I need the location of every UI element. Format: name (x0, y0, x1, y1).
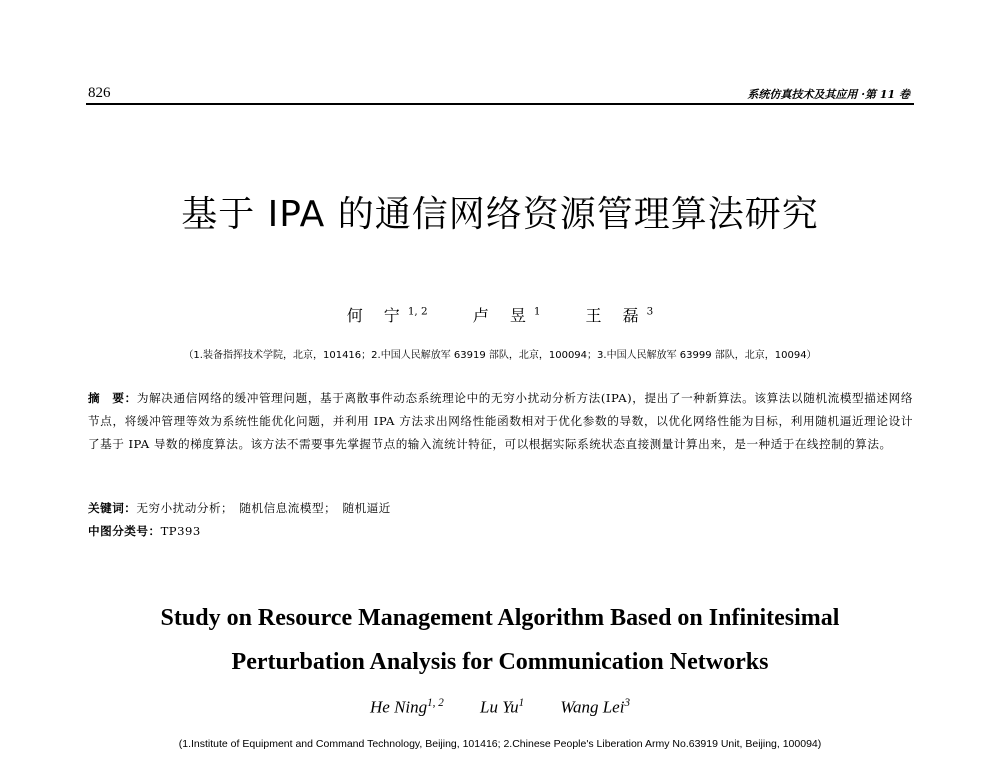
header-rule (86, 103, 914, 105)
classification-text: TP393 (160, 524, 201, 538)
abstract-label: 摘 要： (88, 391, 137, 405)
journal-running-header: 系统仿真技术及其应用 ·第 11 卷 (747, 88, 910, 101)
author-en-1: He Ning$^{1, 2}$ (370, 697, 444, 717)
title-english (0, 596, 1000, 684)
keywords-text: 无穷小扰动分析； 随机信息流模型； 随机逼近 (136, 501, 391, 515)
title-english-line-1: Study on Resource Management Algorithm Based on Infinitesimal (160, 605, 840, 631)
title-english-line-2: Perturbation Analysis for Communication Networks (231, 649, 769, 675)
author-cn-1: 何 宁$^{1, 2}$ (346, 305, 428, 325)
classification-chinese (88, 523, 201, 539)
author-en-2: Lu Yu$^1$ (479, 697, 525, 717)
authors-english (0, 697, 1000, 718)
page-number: 826 (88, 85, 111, 101)
keywords-chinese (88, 500, 391, 516)
authors-chinese (0, 303, 1000, 326)
affiliation-english: (1.Institute of Equipment and Command Technology, Beijing, 101416; 2.Chinese People's Liberation Army No.63919 Unit, Beijing, 100094) (178, 738, 822, 750)
keywords-label: 关键词： (88, 501, 137, 515)
author-en-3: Wang Lei$^3$ (560, 697, 630, 717)
author-cn-3: 王 磊$^3$ (585, 305, 654, 325)
abstract-chinese (88, 387, 913, 456)
classification-label: 中图分类号： (88, 524, 161, 538)
affiliation-chinese: （1.装备指挥技术学院，北京，101416；2.中国人民解放军 63919 部队，北京，100094；3.中国人民解放军 63999 部队，北京，10094） (183, 350, 817, 361)
author-cn-2: 卢 昱$^1$ (472, 305, 541, 325)
title-chinese: 基于 IPA 的通信网络资源管理算法研究 (181, 194, 819, 235)
abstract-text: 为解决通信网络的缓冲管理问题，基于离散事件动态系统理论中的无穷小扰动分析方法(IPA)，提出了一种新算法。该算法以随机流模型描述网络节点，将缓冲管理等效为系统性能优化问题，并利用 IPA 方法求出网络性能函数相对于优化参数的导数，以优化网络性能为目标，利用随机逼近理论设计了基于 IPA 导数的梯度算法。该方法不需要事先掌握节点的输入流统计特征，可以根据实际系统状态直接测量计算出来，是一种适于在线控制的算法。 (88, 391, 913, 451)
